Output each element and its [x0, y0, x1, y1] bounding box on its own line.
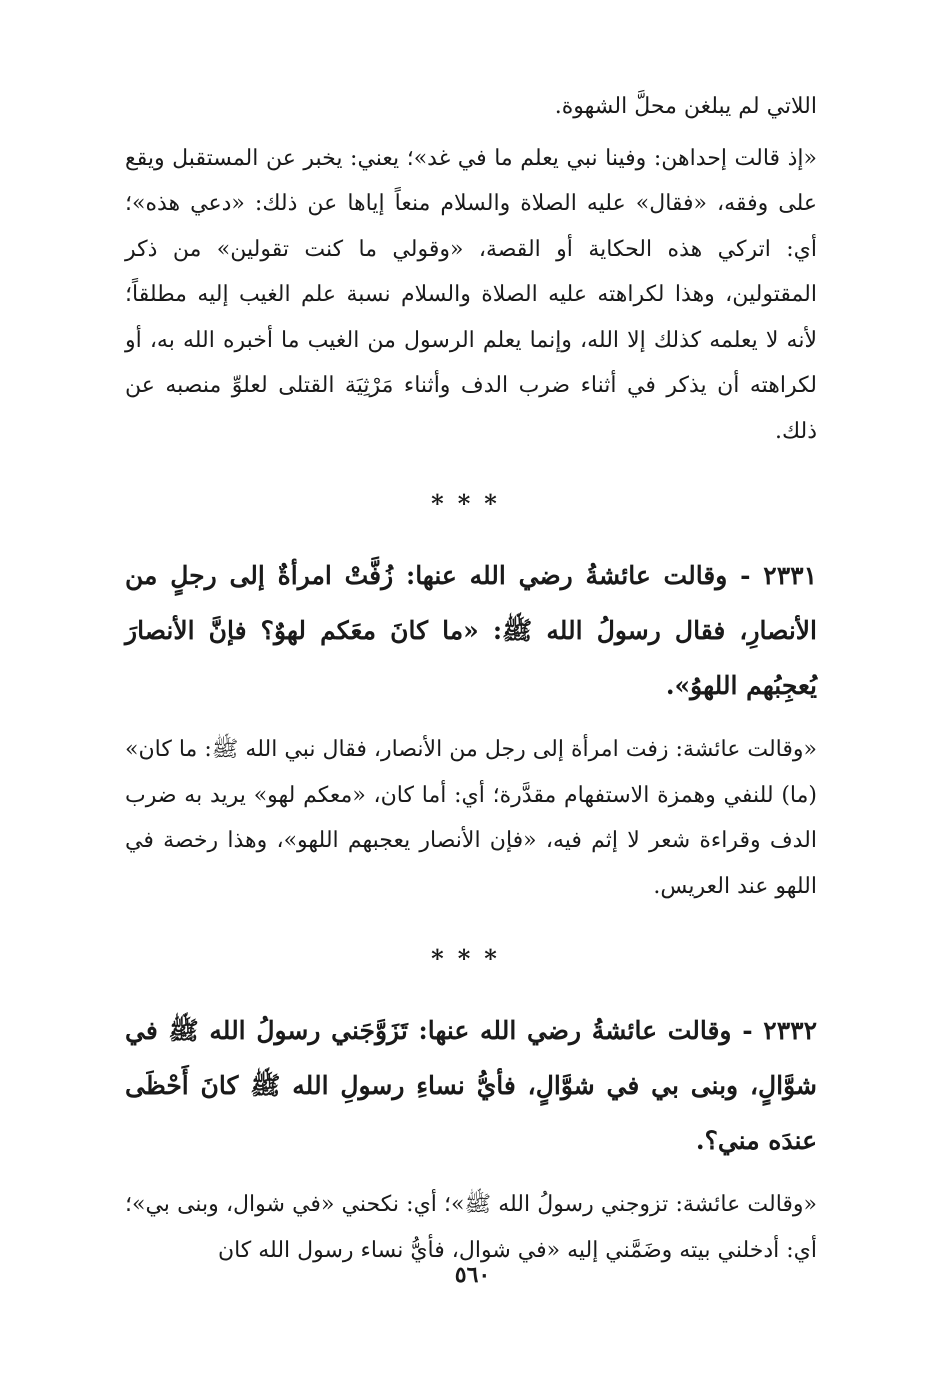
page-number: ٥٦٠ — [454, 1262, 491, 1288]
commentary-2331: «وقالت عائشة: زفت امرأة إلى رجل من الأنصار، فقال نبي الله ﷺ: ما كان» (ما) للنفي وهمزة الاستفهام مقدَّرة؛ أي: أما كان، «معكم لهو» يريد به ضرب الدف وقراءة شعر لا إثم فيه، «فإن الأنصار يعجبهم اللهو»، وهذا رخصة في اللهو عند العريس. — [125, 737, 817, 899]
hadith-text-2332: ٢٣٣٢ - وقالت عائشةُ رضي الله عنها: تَزَوَّجَني رسولُ الله ﷺ في شوَّالٍ، وبنى بي في شوَّالٍ، فأيُّ نساءِ رسولِ الله ﷺ كانَ أَحْظَى عندَه مني؟. — [125, 1016, 817, 1155]
section-separator: *** — [431, 489, 511, 518]
page-body — [125, 84, 817, 1273]
hadith-text-2331: ٢٣٣١ - وقالت عائشةُ رضي الله عنها: زُفَّتْ امرأةٌ إلى رجلٍ من الأنصارِ، فقال رسولُ الله ﷺ: «ما كانَ معَكم لهوٌ؟ فإنَّ الأنصارَ يُعجِبُهم اللهوُ». — [125, 561, 817, 700]
section-separator: *** — [431, 944, 511, 973]
commentary-continuation: اللاتي لم يبلغن محلَّ الشهوة. — [554, 94, 817, 119]
commentary-2332: «وقالت عائشة: تزوجني رسولُ الله ﷺ»؛ أي: نكحني «في شوال، وبنى بي»؛ أي: أدخلني بيته وضَمَّني إليه «في شوال، فأيُّ نساء رسول الله كان — [125, 1192, 817, 1263]
commentary-paragraph: «إذ قالت إحداهن: وفينا نبي يعلم ما في غد»؛ يعني: يخبر عن المستقبل ويقع على وفقه، «فقال» عليه الصلاة والسلام منعاً إياها عن ذلك: «دعي هذه»؛ أي: اتركي هذه الحكاية أو القصة، «وقولي ما كنت تقولين» من ذكر المقتولين، وهذا لكراهته عليه الصلاة والسلام نسبة علم الغيب إليه مطلقاً؛ لأنه لا يعلمه كذلك إلا الله، وإنما يعلم الرسول من الغيب ما أخبره الله به، أو لكراهته أن يذكر في أثناء ضرب الدف وأثناء مَرْثِيَة القتلى لعلوِّ منصبه عن ذلك. — [125, 145, 818, 444]
